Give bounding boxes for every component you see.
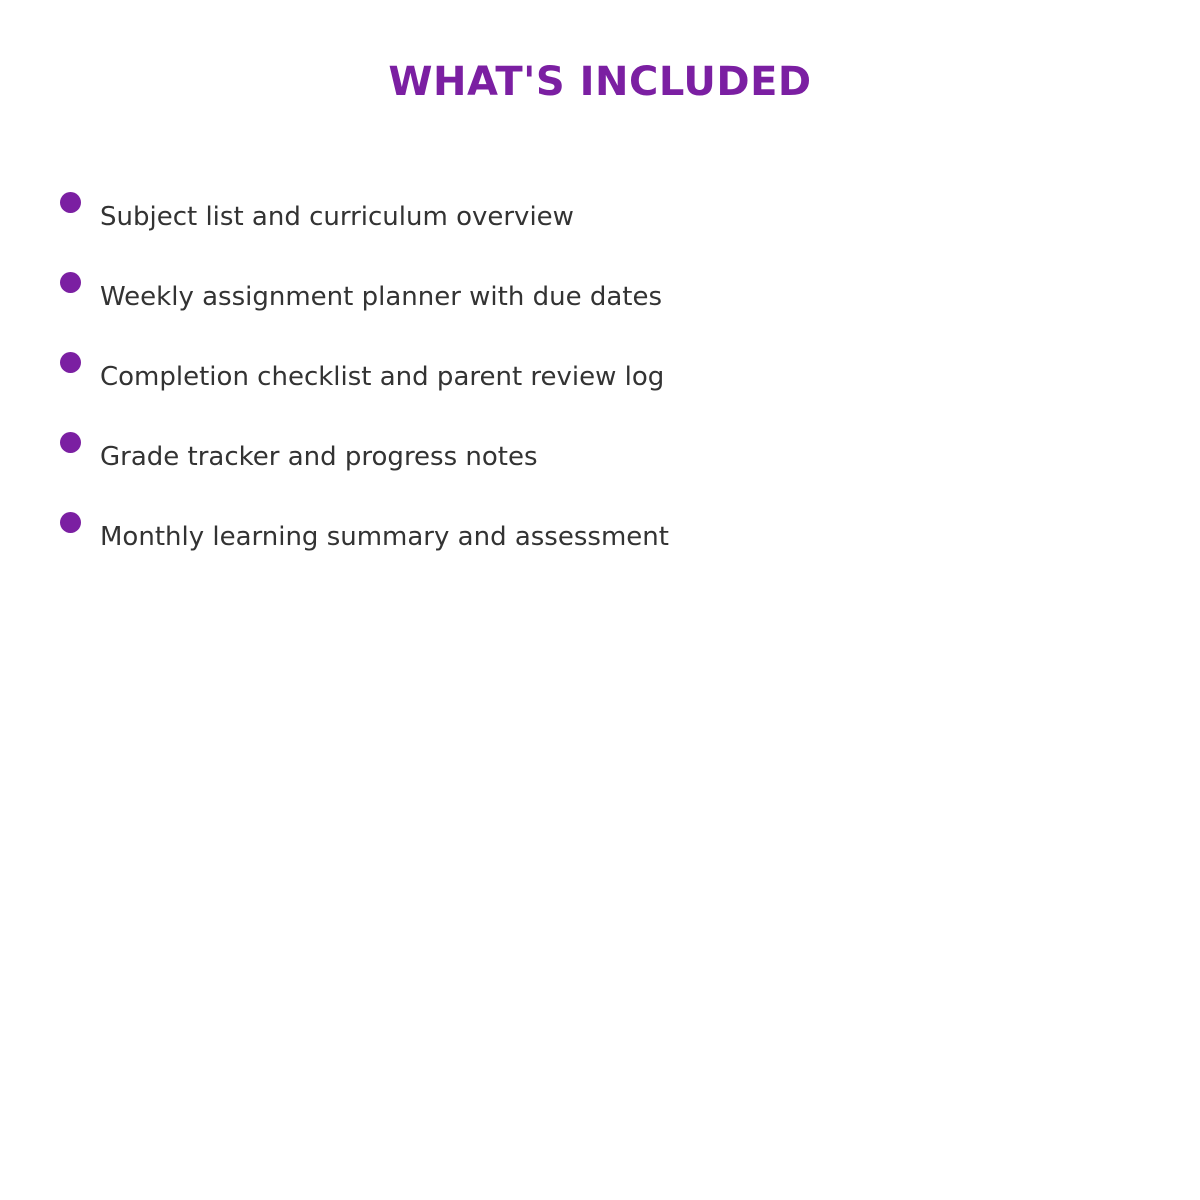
list-item-label: Subject list and curriculum overview — [100, 202, 574, 232]
bullet-icon — [60, 272, 81, 293]
bullet-icon — [60, 432, 81, 453]
list-item-label: Monthly learning summary and assessment — [100, 522, 669, 552]
list-item-label: Grade tracker and progress notes — [100, 442, 538, 472]
bullet-icon — [60, 352, 81, 373]
page-title: WHAT'S INCLUDED — [388, 59, 812, 105]
bullet-icon — [60, 512, 81, 533]
list-item-label: Weekly assignment planner with due dates — [100, 282, 663, 312]
bullet-icon — [60, 192, 81, 213]
list-item-label: Completion checklist and parent review log — [100, 362, 665, 392]
